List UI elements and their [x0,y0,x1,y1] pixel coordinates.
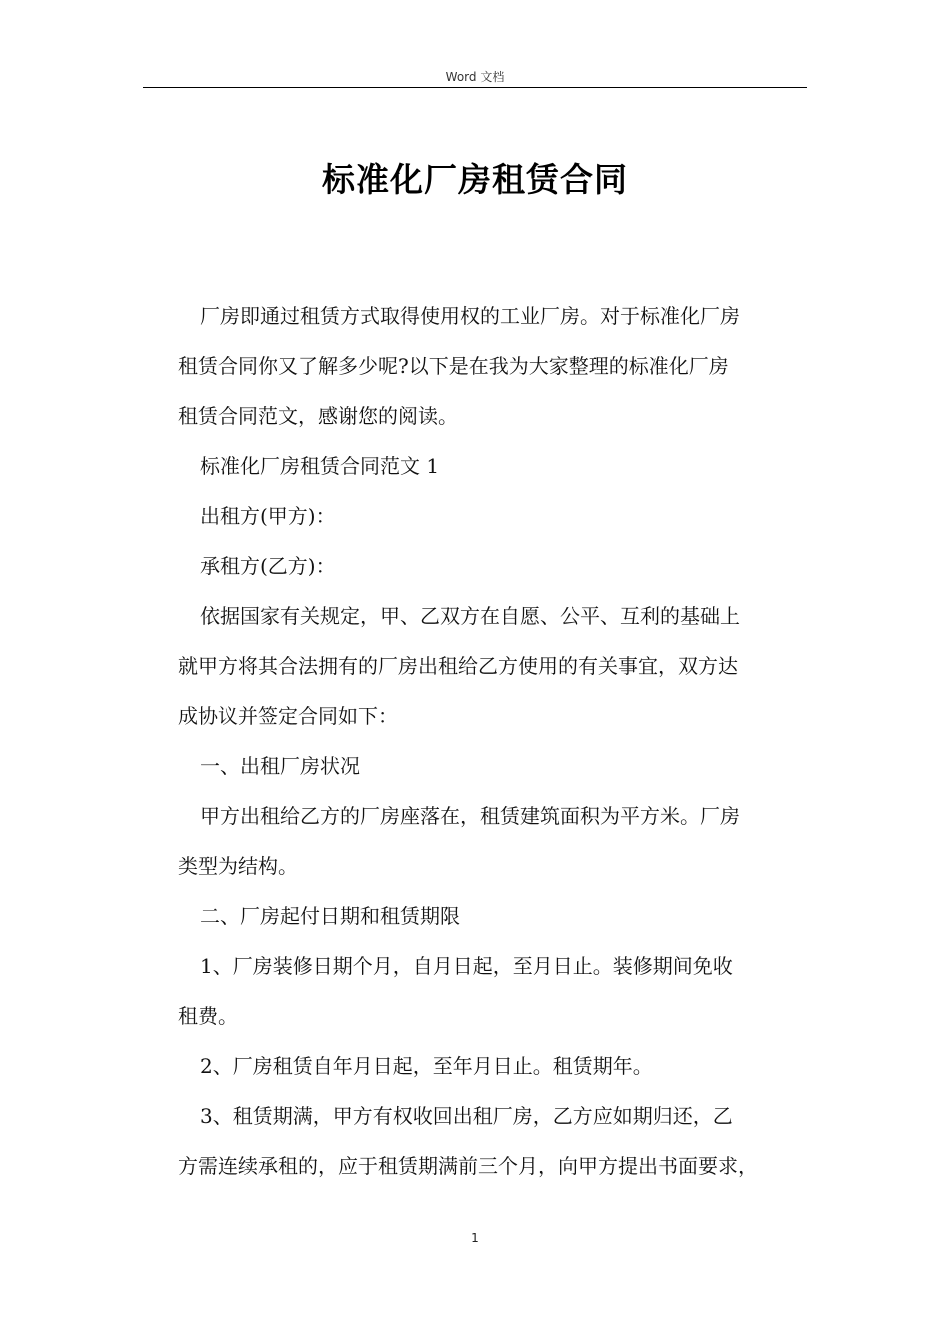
text-line: 类型为结构。 [178,854,298,878]
text-line: 二、厂房起付日期和租赁期限 [200,904,460,928]
paragraph-lessor [178,491,808,541]
section-heading-1 [178,741,808,791]
text-line: 一、出租厂房状况 [200,754,360,778]
header-divider [143,87,807,88]
text-line: 出租方(甲方)： [200,504,336,528]
text-line: 甲方出租给乙方的厂房座落在，租赁建筑面积为平方米。厂房 [200,804,740,828]
text-line: 厂房即通过租赁方式取得使用权的工业厂房。对于标准化厂房 [200,304,740,328]
clause-3 [178,1091,808,1191]
text-line: 方需连续承租的，应于租赁期满前三个月，向甲方提出书面要求， [178,1154,758,1178]
document-body [178,291,808,1191]
paragraph-lessee [178,541,808,591]
paragraph-heading-sample [178,441,808,491]
text-line: 就甲方将其合法拥有的厂房出租给乙方使用的有关事宜，双方达 [178,654,738,678]
clause-2 [178,1041,808,1091]
page-number: 1 [471,1231,479,1245]
document-title: 标准化厂房租赁合同 [322,160,628,199]
text-line: 3、租赁期满，甲方有权收回出租厂房，乙方应如期归还，乙 [200,1104,733,1128]
paragraph-premises [178,791,808,891]
text-line: 租赁合同你又了解多少呢?以下是在我为大家整理的标准化厂房 [178,354,729,378]
text-line: 租赁合同范文，感谢您的阅读。 [178,404,458,428]
page-header-label: Word 文档 [445,70,505,84]
text-line: 1、厂房装修日期个月，自月日起，至月日止。装修期间免收 [200,954,733,978]
paragraph-intro [178,291,808,441]
text-line: 依据国家有关规定，甲、乙双方在自愿、公平、互利的基础上 [200,604,740,628]
clause-1 [178,941,808,1041]
text-line: 租费。 [178,1004,238,1028]
text-line: 承租方(乙方)： [200,554,336,578]
section-heading-2 [178,891,808,941]
text-line: 2、厂房租赁自年月日起，至年月日止。租赁期年。 [200,1054,653,1078]
paragraph-preamble [178,591,808,741]
text-line: 标准化厂房租赁合同范文 1 [200,454,440,478]
text-line: 成协议并签定合同如下： [178,704,398,728]
